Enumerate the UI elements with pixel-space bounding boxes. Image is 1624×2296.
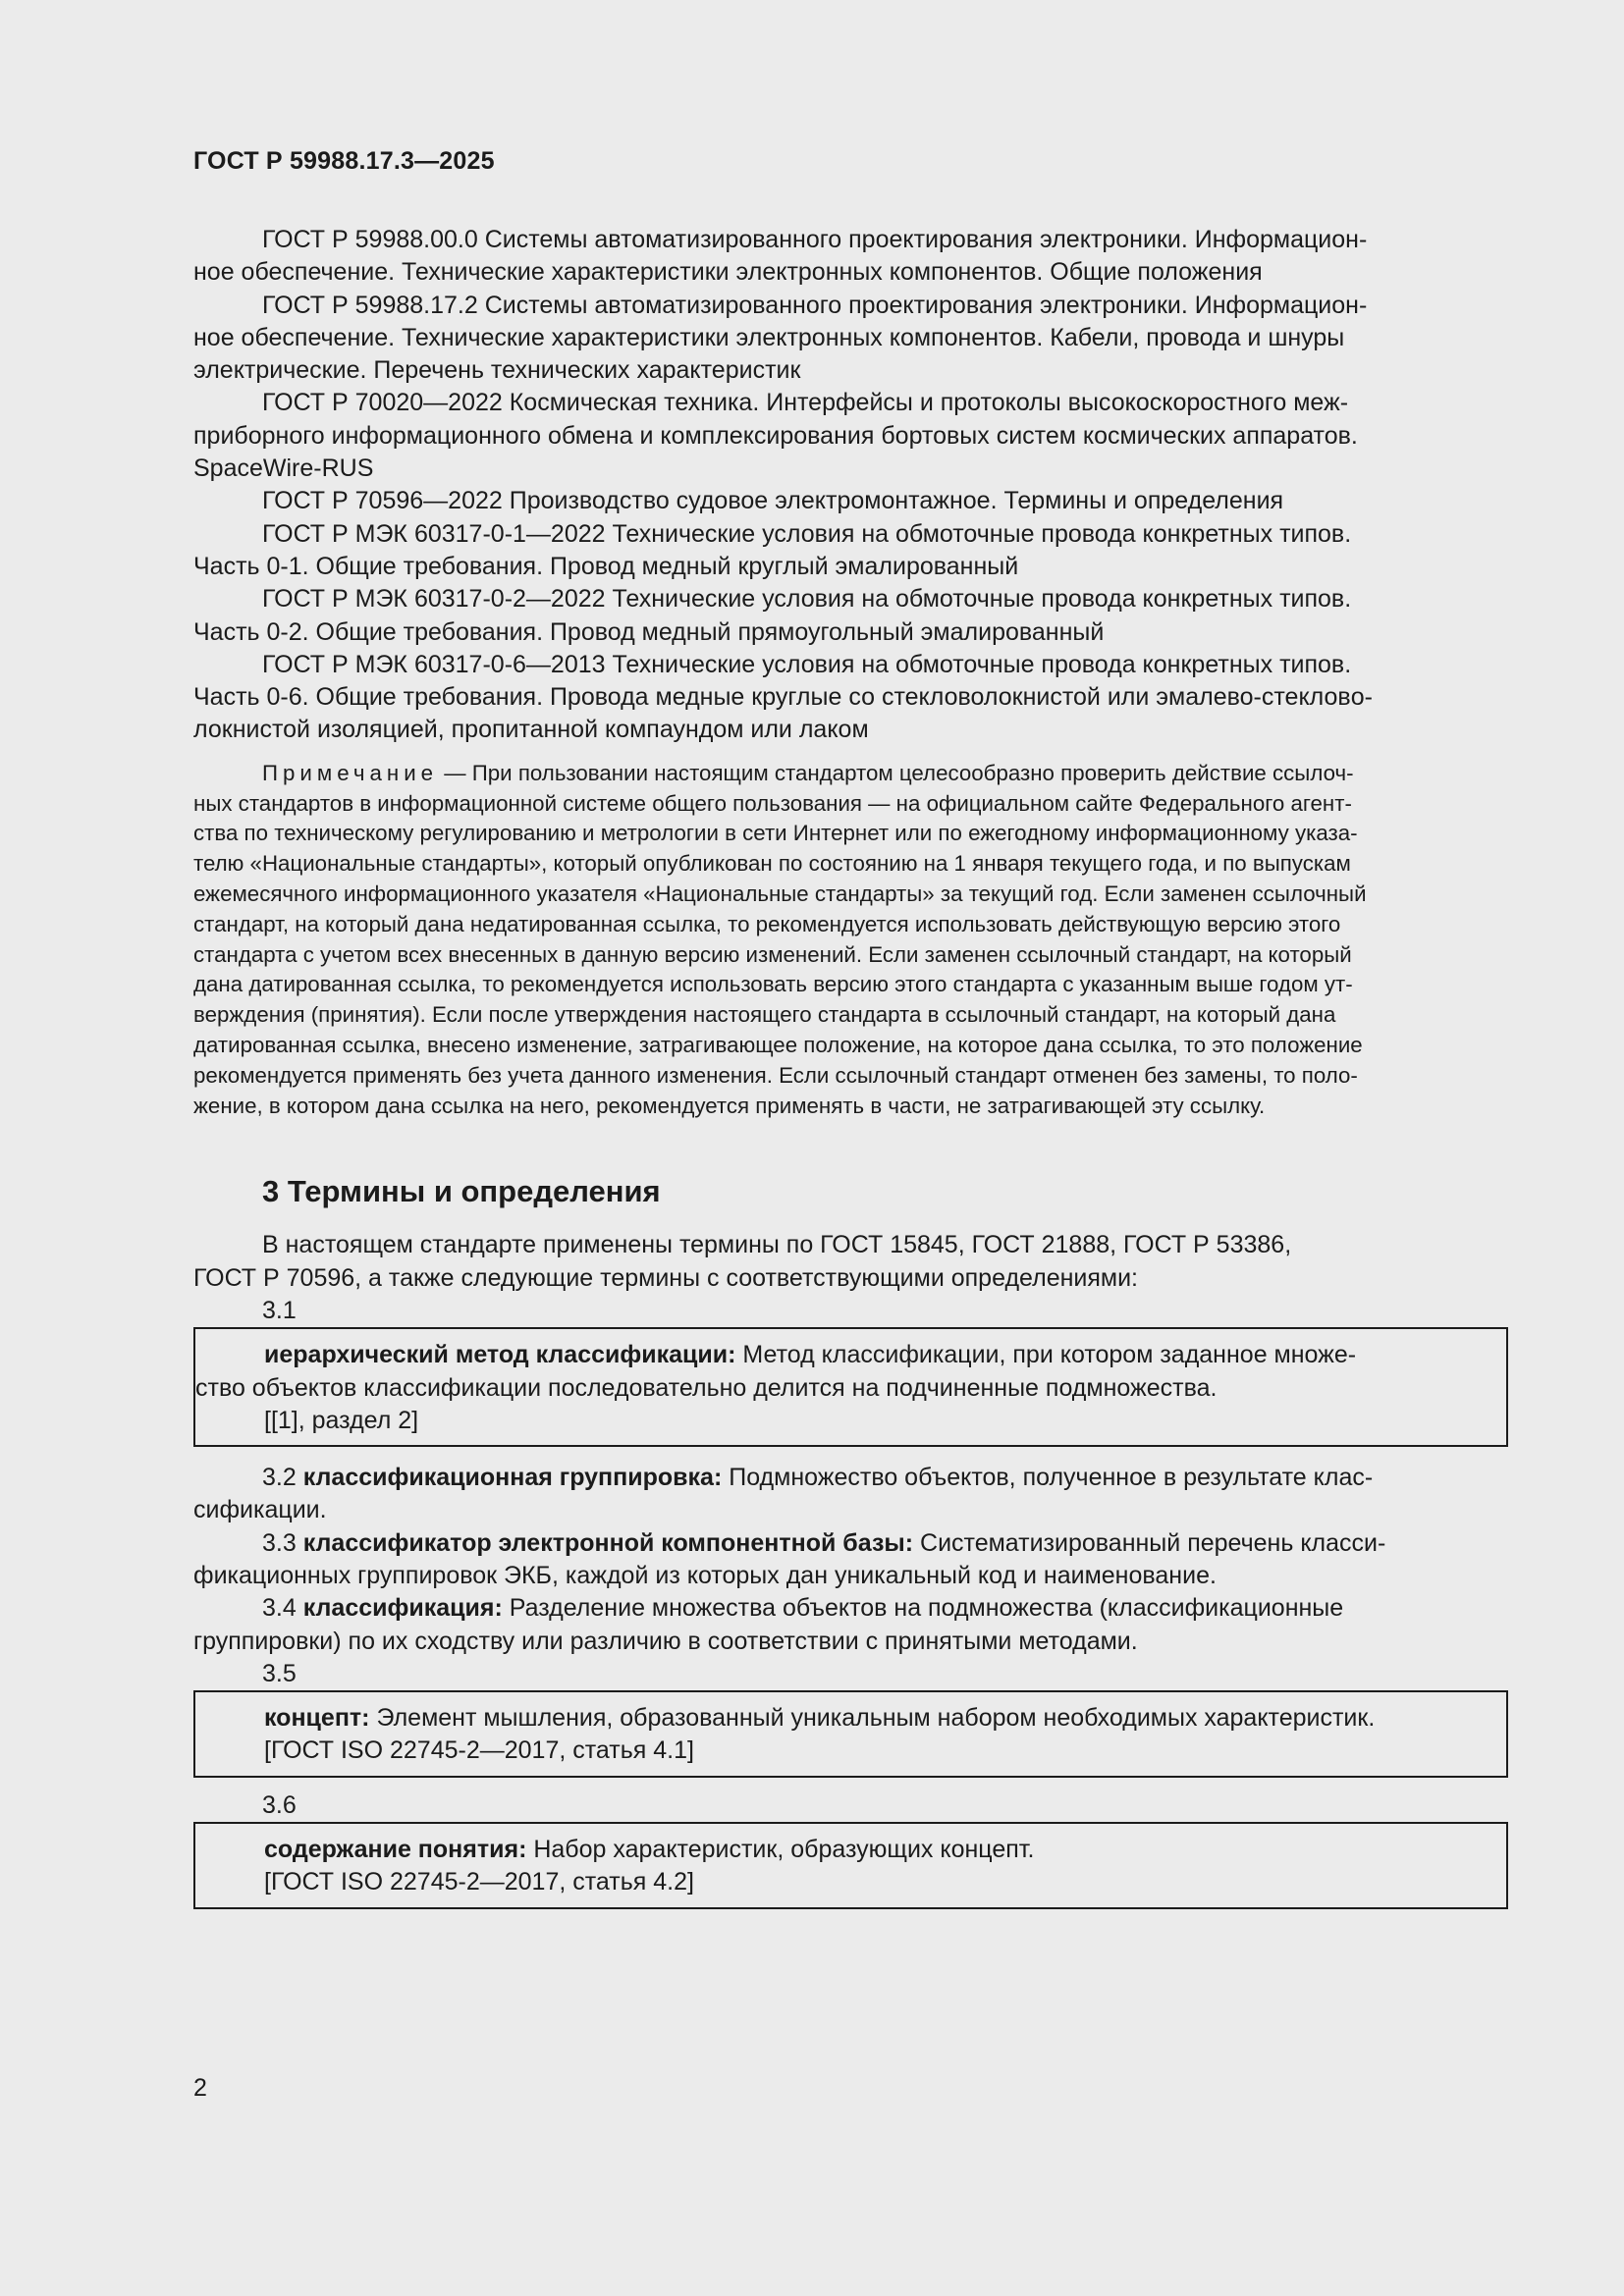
term-name: классификационная группировка: — [302, 1464, 723, 1492]
term-source: [ГОСТ ISO 22745-2—2017, статья 4.1] — [264, 1736, 694, 1765]
note-dash: — — [438, 760, 472, 785]
page-number: 2 — [193, 2074, 207, 2102]
term-number: 3.4 — [262, 1594, 297, 1623]
reference-item: ГОСТ Р 70020—2022 Космическая техника. Интерфейсы и протоколы высокоскоростного меж- приборного информационного обмена и комплексирования бортовых систем космических аппаратов. SpaceWire-RUS — [193, 389, 1358, 483]
term-number: 3.1 — [262, 1296, 297, 1324]
term-name: концепт: — [264, 1704, 370, 1733]
term-source: [ГОСТ ISO 22745-2—2017, статья 4.2] — [264, 1868, 694, 1896]
page-content — [193, 224, 1508, 1909]
reference-item: ГОСТ Р МЭК 60317-0-6—2013 Технические условия на обмоточные провода конкретных типов. Часть 0-6. Общие требования. Провода медные круглые со стекловолокнистой или эмалево-стекловo- локнистой изоляцией, пропитанной компаундом или лаком — [193, 650, 1373, 744]
term-box — [193, 1690, 1508, 1778]
reference-item: ГОСТ Р МЭК 60317-0-2—2022 Технические условия на обмоточные провода конкретных типов. Часть 0-2. Общие требования. Провод медный прямоугольный эмалированный — [193, 585, 1352, 646]
term-definition: 3.2 классификационная группировка: Подмножество объектов, полученное в результате клас- сификации. — [193, 1464, 1374, 1524]
term-definition: содержание понятия: Набор характеристик, образующих концепт. — [264, 1836, 1035, 1864]
term-number: 3.3 — [262, 1528, 297, 1557]
term-definition: иерархический метод классификации: Метод классификации, при котором заданное множе- ство объектов классификации последовательно делится на подчиненные подмножества. — [195, 1341, 1357, 1402]
term-name: иерархический метод классификации: — [264, 1341, 736, 1369]
reference-item: ГОСТ Р 70596—2022 Производство судовое электромонтажное. Термины и определения — [262, 487, 1284, 515]
normative-references-list — [193, 224, 1508, 747]
term-box — [193, 1327, 1508, 1447]
document-header: ГОСТ Р 59988.17.3—2025 — [193, 147, 495, 175]
reference-item: ГОСТ Р 59988.00.0 Системы автоматизированного проектирования электроники. Информацион- ное обеспечение. Технические характеристики электронных компонентов. Общие положения — [193, 226, 1368, 287]
references-note: Примечание — При пользовании настоящим стандартом целесообразно проверить действие ссылоч- ных стандартов в информационной системе общего пользования — на официальном сайте Федерального агент- ства по техническому регулированию и метрологии в сети Интернет или по ежегодному информационному указа- телю «Национальные стандарты», который опубликован по состоянию на 1 января текущего года, и по выпускам ежемесячного информационного указателя «Национальные стандарты» за текущий год. Если заменен ссылочный стандарт, на который дана недатированная ссылка, то рекомендуется использовать действующую версию этого стандарта с учетом всех внесенных в данную версию изменений. Если заменен ссылочный стандарт, на который дана датированная ссылка, то рекомендуется использовать версию этого стандарта с указанным выше годом ут- верждения (принятия). Если после утверждения настоящего стандарта в ссылочный стандарт, на который дана датированная ссылка, внесено изменение, затрагивающее положение, на которое дана ссылка, то это положение рекомендуется применять без учета данного изменения. Если ссылочный стандарт отменен без замены, то поло- жение, в котором дана ссылка на него, рекомендуется применять в части, не затрагивающей эту ссылку. — [193, 760, 1367, 1118]
section-intro: В настоящем стандарте применены термины по ГОСТ 15845, ГОСТ 21888, ГОСТ Р 53386, ГОСТ Р 70596, а также следующие термины с соответствующими определениями: — [193, 1231, 1292, 1292]
term-definition: 3.4 классификация: Разделение множества объектов на подмножества (классификационные группировки) по их сходству или различию в соответствии с принятыми методами. — [193, 1594, 1344, 1655]
term-source: [[1], раздел 2] — [264, 1406, 419, 1434]
section-heading: 3 Термины и определения — [262, 1174, 661, 1209]
term-number: 3.2 — [262, 1464, 297, 1492]
term-name: классификация: — [302, 1594, 503, 1623]
term-definition: концепт: Элемент мышления, образованный уникальным набором необходимых характеристик. — [264, 1704, 1376, 1733]
reference-item: ГОСТ Р МЭК 60317-0-1—2022 Технические условия на обмоточные провода конкретных типов. Часть 0-1. Общие требования. Провод медный круглый эмалированный — [193, 519, 1352, 580]
term-name: классификатор электронной компонентной базы: — [302, 1528, 914, 1557]
term-number: 3.6 — [262, 1790, 297, 1819]
term-name: содержание понятия: — [264, 1836, 527, 1864]
term-box — [193, 1822, 1508, 1909]
term-number: 3.5 — [262, 1659, 297, 1687]
term-definition: 3.3 классификатор электронной компонентной базы: Систематизированный перечень класси- фикационных группировок ЭКБ, каждой из которых дан уникальный код и наименование. — [193, 1528, 1386, 1589]
reference-item: ГОСТ Р 59988.17.2 Системы автоматизированного проектирования электроники. Информацион- ное обеспечение. Технические характеристики электронных компонентов. Кабели, провода и шнуры электрические. Перечень технических характеристик — [193, 291, 1368, 385]
note-label: Примечание — [262, 760, 439, 785]
